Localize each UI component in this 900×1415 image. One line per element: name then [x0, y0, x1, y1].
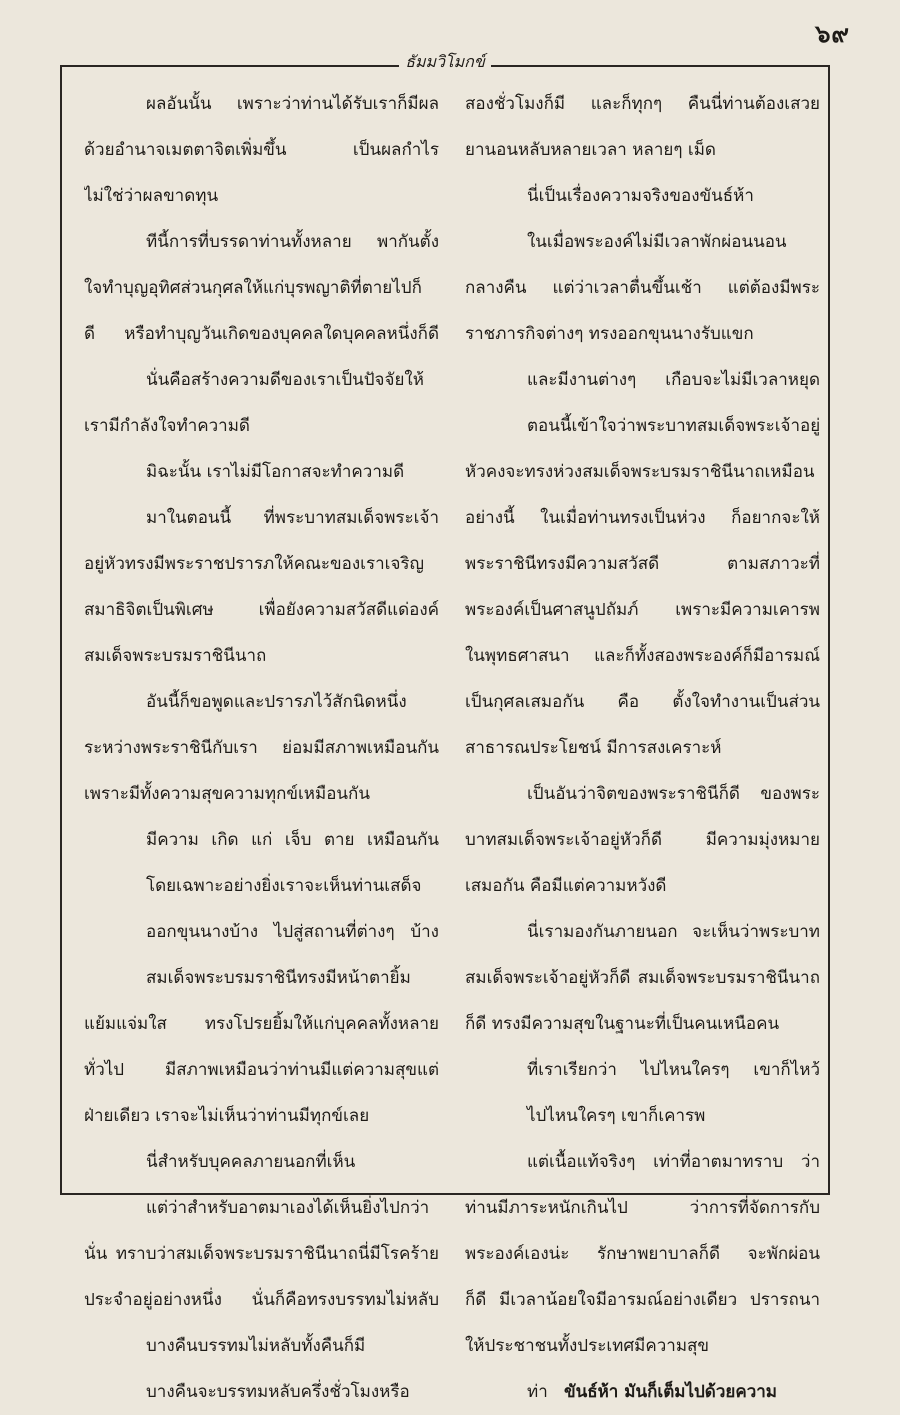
text-line: ราชภารกิจต่างๆ ทรงออกขุนนางรับแขก [465, 324, 754, 344]
text-line: กลางคืน แต่ว่าเวลาตื่นขึ้นเช้า แต่ต้องมีพระ [465, 278, 820, 298]
text-line: ฝ่ายเดียว เราจะไม่เห็นว่าท่านมีทุกข์เลย [84, 1106, 370, 1126]
text-line: เป็นอันว่าจิตของพระราชินีก็ดี ของพระ [527, 784, 820, 804]
text-line: โดยเฉพาะอย่างยิ่งเราจะเห็นท่านเสด็จ [146, 876, 422, 896]
text-line: พระองค์เองน่ะ รักษาพยาบาลก็ดี จะพักผ่อน [465, 1244, 820, 1264]
text-line-final [465, 1369, 820, 1415]
text-line: สมเด็จพระเจ้าอยู่หัวก็ดี สมเด็จพระบรมราชินีนาถ [465, 968, 820, 988]
text-line: ทั่วไป มีสภาพเหมือนว่าท่านมีแต่ความสุขแต่ [84, 1060, 439, 1080]
text-line: เรามีกำลังใจทำความดี [84, 416, 250, 436]
left-column [84, 81, 439, 1415]
text-line: สมเด็จพระบรมราชินีนาถ [84, 646, 267, 666]
text-line: อยู่หัวทรงมีพระราชปรารภให้คณะของเราเจริญ [84, 554, 425, 574]
text-line: ทีนี้การที่บรรดาท่านทั้งหลาย พากันตั้ง [146, 232, 439, 252]
text-line: อย่างนี้ ในเมื่อท่านทรงเป็นห่วง ก็อยากจะให้ [465, 508, 820, 528]
page-number: ๖๙ [815, 19, 850, 48]
text-line: ไปไหนใครๆ เขาก็เคารพ [527, 1106, 706, 1126]
text-line: เพราะมีทั้งความสุขความทุกข์เหมือนกัน [84, 784, 370, 804]
text-line: ออกขุนนางบ้าง ไปสู่สถานที่ต่างๆ บ้าง [146, 922, 439, 942]
text-line: บางคืนบรรทมไม่หลับทั้งคืนก็มี [146, 1336, 366, 1356]
text-line: นั่นคือสร้างความดีของเราเป็นปัจจัยให้ [146, 370, 424, 390]
text-line: มีความ เกิด แก่ เจ็บ ตาย เหมือนกัน [146, 830, 439, 850]
text-line: ดี หรือทำบุญวันเกิดของบุคคลใดบุคคลหนึ่งก็ดี [84, 324, 439, 344]
text-line: นี่เรามองกันภายนอก จะเห็นว่าพระบาท [527, 922, 820, 942]
text-line: ประจำอยู่อย่างหนึ่ง นั่นก็คือทรงบรรทมไม่หลับ [84, 1290, 439, 1310]
text-line: ไม่ใช่ว่าผลขาดทุน [84, 186, 219, 206]
text-line: ให้ประชาชนทั้งประเทศมีความสุข [465, 1336, 710, 1356]
text-line: อันนี้ก็ขอพูดและปรารภไว้สักนิดหนึ่ง [146, 692, 407, 712]
text-line: สมาธิจิตเป็นพิเศษ เพื่อยังความสวัสดีแด่องค์ [84, 600, 439, 620]
text-line: เสมอกัน คือมีแต่ความหวังดี [465, 876, 667, 896]
text-line: มิฉะนั้น เราไม่มีโอกาสจะทำความดี [146, 462, 405, 482]
text-line: บาทสมเด็จพระเจ้าอยู่หัวก็ดี มีความมุ่งหมาย [465, 830, 820, 850]
text-line: ก็ดี ทรงมีความสุขในฐานะที่เป็นคนเหนือคน [465, 1014, 780, 1034]
text-line: ก็ดี มีเวลาน้อยใจมีอารมณ์อย่างเดียว ปรารถนา [465, 1290, 820, 1310]
text-line: ใจทำบุญอุทิศส่วนกุศลให้แก่บุรพญาติที่ตายไปก็ [84, 278, 422, 298]
text-line: พระองค์เป็นศาสนูปถัมภ์ เพราะมีความเคารพ [465, 600, 820, 620]
text-line: สองชั่วโมงก็มี และก็ทุกๆ คืนนี่ท่านต้องเสวย [465, 94, 820, 114]
text-line: ในพุทธศาสนา และก็ทั้งสองพระองค์ก็มีอารมณ์ [465, 646, 820, 666]
text-line: นี่สำหรับบุคคลภายนอกที่เห็น [146, 1152, 356, 1172]
text-line: สมเด็จพระบรมราชินีทรงมีหน้าตายิ้ม [146, 968, 411, 988]
running-title-bar [62, 54, 828, 70]
text-line: ที่เราเรียกว่า ไปไหนใครๆ เขาก็ไหว้ [527, 1060, 820, 1080]
text-line: ในเมื่อพระองค์ไม่มีเวลาพักผ่อนนอน [527, 232, 787, 252]
text-line: ด้วยอำนาจเมตตาจิตเพิ่มขึ้น เป็นผลกำไร [84, 140, 439, 160]
text-line: สาธารณประโยชน์ มีการสงเคราะห์ [465, 738, 722, 758]
text-line: หัวคงจะทรงห่วงสมเด็จพระบรมราชินีนาถเหมือน [465, 462, 815, 482]
text-line: และมีงานต่างๆ เกือบจะไม่มีเวลาหยุด [527, 370, 820, 390]
text-line: มาในตอนนี้ ที่พระบาทสมเด็จพระเจ้า [146, 508, 439, 528]
right-column [465, 81, 820, 1415]
text-line: ระหว่างพระราชินีกับเรา ย่อมมีสภาพเหมือนกัน [84, 738, 439, 758]
text-line: แต่ว่าสำหรับอาตมาเองได้เห็นยิ่งไปกว่า [146, 1198, 430, 1218]
final-line-lead: ท่า [527, 1382, 548, 1402]
text-line: ท่านมีภาระหนักเกินไป ว่าการที่จัดการกับ [465, 1198, 820, 1218]
text-line: แย้มแจ่มใส ทรงโปรยยิ้มให้แก่บุคคลทั้งหลาย [84, 1014, 439, 1034]
text-line: ยานอนหลับหลายเวลา หลายๆ เม็ด [465, 140, 716, 160]
text-line: ตอนนี้เข้าใจว่าพระบาทสมเด็จพระเจ้าอยู่ [527, 416, 820, 436]
text-line: นี่เป็นเรื่องความจริงของขันธ์ห้า [527, 186, 754, 206]
text-line: พระราชินีทรงมีความสวัสดี ตามสภาวะที่ [465, 554, 820, 574]
text-line: นั่น ทราบว่าสมเด็จพระบรมราชินีนาถนี่มีโรคร้าย [84, 1244, 439, 1264]
text-line: บางคืนจะบรรทมหลับครึ่งชั่วโมงหรือ [146, 1382, 410, 1402]
text-line: แต่เนื้อแท้จริงๆ เท่าที่อาตมาทราบ ว่า [527, 1152, 820, 1172]
running-title: ธัมมวิโมกข์ [399, 52, 491, 71]
text-line: เป็นกุศลเสมอกัน คือ ตั้งใจทำงานเป็นส่วน [465, 692, 820, 712]
page-frame [60, 52, 830, 1402]
text-line: ผลอันนั้น เพราะว่าท่านได้รับเราก็มีผล [146, 94, 439, 114]
final-line-bold: ขันธ์ห้า มันก็เต็มไปด้วยความ [563, 1382, 778, 1402]
